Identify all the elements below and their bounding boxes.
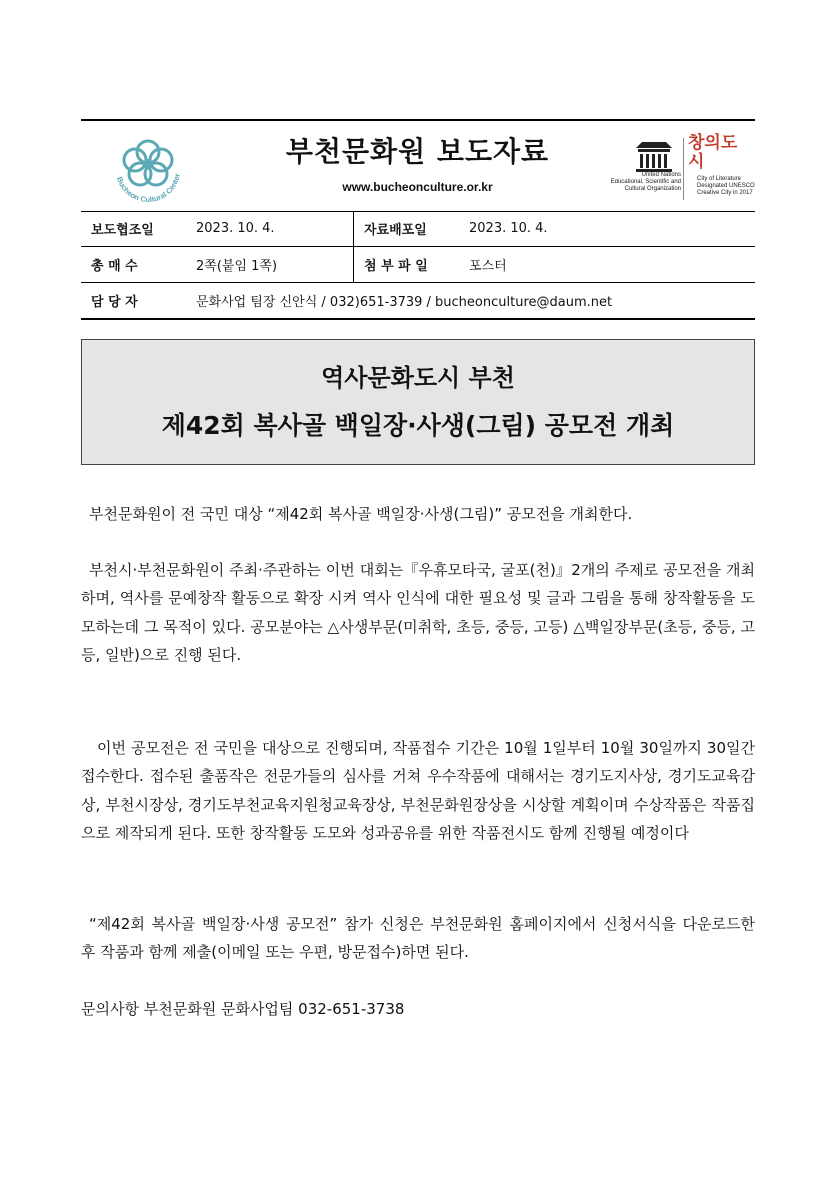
contact-person-value: 문화사업 팀장 신안식 / 032)651-3739 / bucheonculture@daum.net — [186, 283, 755, 320]
headline-line-2: 제42회 복사골 백일장·사생(그림) 공모전 개최 — [161, 411, 675, 440]
body-paragraph-1: 부천문화원이 전 국민 대상 “제42회 복사골 백일장·사생(그림)” 공모전을 개최한다. — [89, 505, 633, 523]
header-top-rule — [81, 119, 755, 121]
unesco-caption: United Nations Educational, Scientific and Cultural Organization — [610, 172, 681, 192]
release-date-value: 2023. 10. 4. — [186, 211, 354, 247]
release-info-table — [81, 211, 755, 320]
attachment-label: 첨 부 파 일 — [354, 247, 460, 283]
table-row — [81, 283, 755, 320]
creative-city-caption: City of Literature Designated UNESCO Creative City in 2017 — [697, 176, 755, 196]
headline-line-1: 역사문화도시 부천 — [321, 364, 515, 392]
table-row — [81, 211, 755, 247]
logo-divider — [683, 138, 684, 200]
distribution-date-value: 2023. 10. 4. — [459, 211, 755, 247]
release-date-label: 보도협조일 — [81, 211, 186, 247]
inquiry-contact: 문의사항 부천문화원 문화사업팀 032-651-3738 — [81, 1000, 405, 1018]
press-release-title: 부천문화원 보도자료 — [285, 135, 550, 168]
body-paragraph-2: 부천시·부천문화원이 주최·주관하는 이번 대회는『우휴모타국, 굴포(천)』2개의 주제로 공모전을 개최하며, 역사를 문예창작 활동으로 확장 시켜 역사 인식에 대한 필요성 및 글과 그림을 통해 창작활동을 도모하는데 그 목적이 있다. 공모분야는 △사생부문(미취학, 초등, 중등, 고등) △백일장부문(초등, 중등, 고등, 일반)으로 진행 된다. — [81, 561, 755, 665]
contact-person-label: 담 당 자 — [81, 283, 186, 320]
body-paragraph-3: 이번 공모전은 전 국민을 대상으로 진행되며, 작품접수 기간은 10월 1일부터 10월 30일까지 30일간 접수한다. 접수된 출품작은 전문가들의 심사를 거쳐 우수작품에 대해서는 경기도지사상, 경기도교육감상, 부천시장상, 경기도부천교육지원청교육장상, 부천문화원장상을 시상할 계획이며 수상작품은 작품집으로 제작되게 된다. 또한 창작활동 도모와 성과공유를 위한 작품전시도 함께 진행될 예정이다 — [81, 739, 755, 843]
unesco-temple-icon — [620, 136, 690, 206]
logo-text: Bucheon Cultural Center — [114, 172, 182, 205]
page-count-value: 2쪽(붙임 1쪽) — [186, 247, 354, 283]
website-url[interactable]: www.bucheonculture.or.kr — [342, 180, 493, 194]
page-count-label: 총 매 수 — [81, 247, 186, 283]
headline-box — [81, 339, 755, 465]
distribution-date-label: 자료배포일 — [354, 211, 460, 247]
creative-city-title: 창의도시 — [688, 133, 738, 172]
attachment-value[interactable]: 포스터 — [459, 247, 755, 283]
body-paragraph-4: “제42회 복사골 백일장·사생 공모전” 참가 신청은 부천문화원 홈페이지에서 신청서식을 다운로드한 후 작품과 함께 제출(이메일 또는 우편, 방문접수)하면 된다. — [81, 915, 755, 962]
table-row — [81, 247, 755, 283]
